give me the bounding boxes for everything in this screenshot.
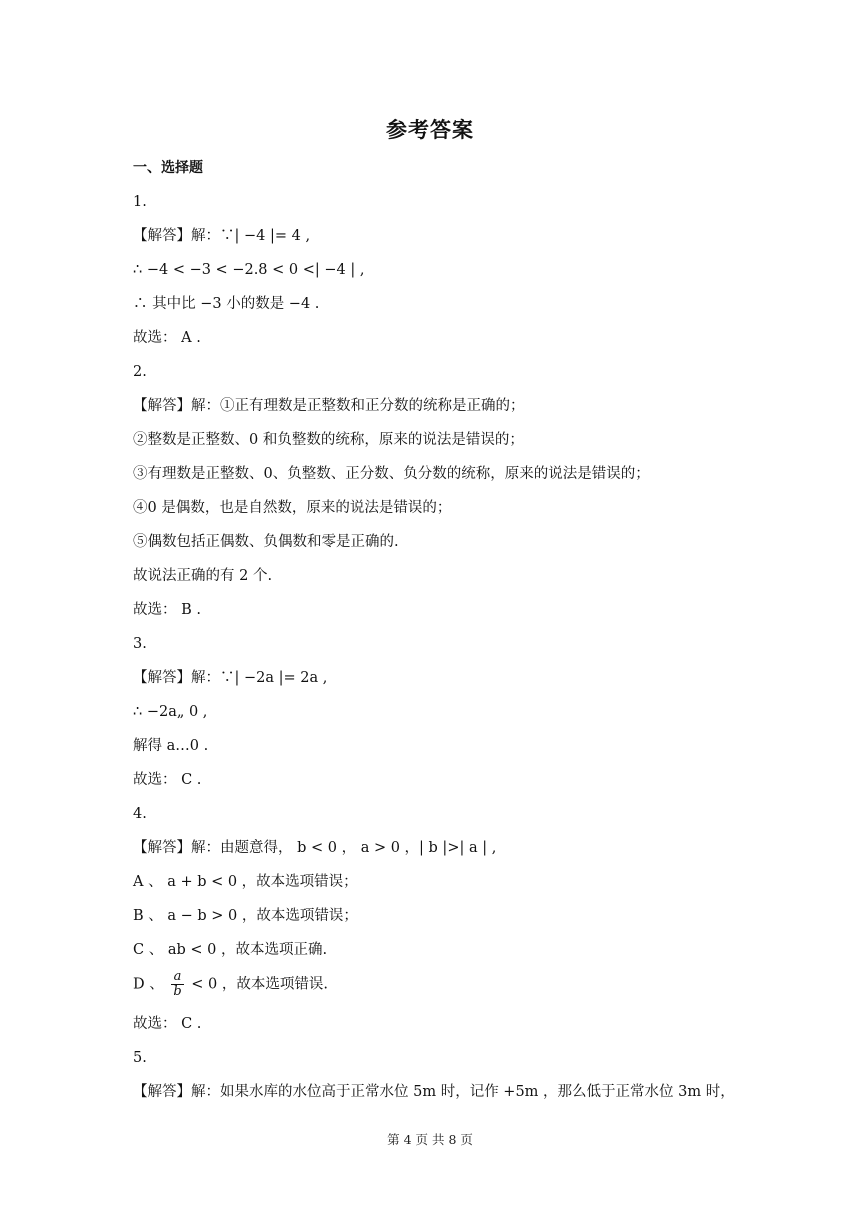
fraction-denominator: b [173,984,182,999]
page-title: 参考答案 [386,118,474,142]
answer-line-fraction [133,970,328,999]
answer-line: 【解答】解：∵| −4 |= 4 , [133,228,311,244]
answer-line: A 、 a + b < 0 ，故本选项错误； [133,874,358,890]
answer-line: B 、 a − b > 0 ，故本选项错误； [133,908,358,924]
answer-line: 故说法正确的有 2 个. [133,568,273,584]
answer-line: ∴ 其中比 −3 小的数是 −4 . [133,296,320,312]
answer-line: 【解答】解：如果水库的水位高于正常水位 5m 时，记作 +5m ，那么低于正常水位 3m 时， [133,1084,735,1100]
page-footer: 第 4 页 共 8 页 [387,1132,473,1147]
question-number: 4. [133,806,147,822]
answer-choice-line: 故选： C . [133,1016,202,1032]
question-number: 3. [133,636,147,652]
answer-choice-line: 故选： A . [133,330,201,346]
answer-choice-line: 故选： C . [133,772,202,788]
answer-choice-line: 故选： B . [133,602,201,618]
fraction [171,970,183,999]
answer-line: ⑤偶数包括正偶数、负偶数和零是正确的. [133,534,399,550]
question-number: 2. [133,364,147,380]
section-heading: 一、选择题 [133,160,203,176]
answer-line: ④0 是偶数，也是自然数，原来的说法是错误的； [133,500,452,516]
answer-line: 【解答】解：由题意得， b < 0 ， a > 0 ，| b |>| a | , [133,840,497,856]
fraction-numerator: a [171,970,183,985]
answer-line: ③有理数是正整数、0、负整数、正分数、负分数的统称，原来的说法是错误的； [133,466,650,482]
answer-line: 【解答】解：①正有理数是正整数和正分数的统称是正确的； [133,398,525,414]
answer-line: C 、 ab < 0 ，故本选项正确. [133,942,328,958]
answer-line: 【解答】解：∵| −2a |= 2a , [133,670,328,686]
answer-line: ∴ −4 < −3 < −2.8 < 0 <| −4 | , [133,262,365,278]
question-number: 5. [133,1050,147,1066]
option-label: D 、 [133,976,164,993]
answer-line: 解得 a…0 . [133,738,209,754]
fraction-suffix: < 0 ，故本选项错误. [191,976,328,993]
answer-line: ②整数是正整数、0 和负整数的统称，原来的说法是错误的； [133,432,524,448]
answer-line: ∴ −2a„ 0 , [133,704,208,720]
question-number: 1. [133,194,147,210]
